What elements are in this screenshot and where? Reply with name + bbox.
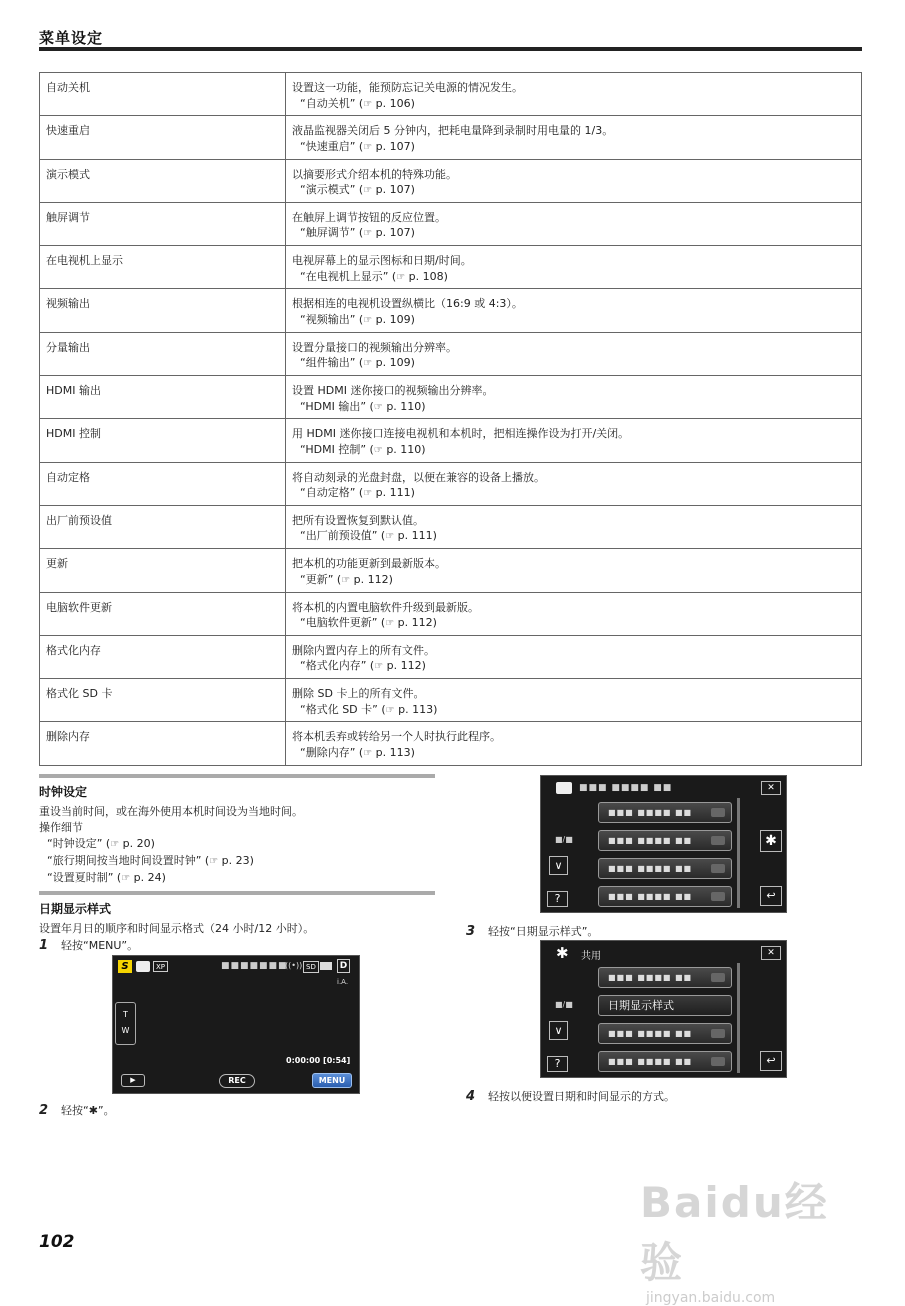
setting-description: 用 HDMI 迷你接口连接电视机和本机时，把相连操作设为打开/关闭。 — [292, 427, 630, 441]
battery-icon — [320, 962, 332, 970]
menu-item[interactable]: ■■■ ■■■■ ■■ — [598, 858, 732, 879]
setting-name: 自动定格 — [40, 462, 286, 505]
help-icon[interactable]: ? — [547, 1056, 568, 1072]
zoom-tw-button[interactable] — [115, 1002, 136, 1045]
menu-table-row — [40, 505, 862, 548]
setting-description: 电视屏幕上的显示图标和日期/时间。 — [292, 254, 472, 268]
setting-description: 删除 SD 卡上的所有文件。 — [292, 687, 425, 701]
setting-description-cell — [286, 419, 862, 462]
setting-description-cell — [286, 159, 862, 202]
close-icon[interactable]: ✕ — [761, 781, 781, 795]
setting-description: 设置分量接口的视频输出分辨率。 — [292, 340, 457, 354]
setting-name: 更新 — [40, 549, 286, 592]
gear-icon: ✱ — [88, 1104, 98, 1117]
menu-table-row — [40, 376, 862, 419]
video-camera-icon — [556, 782, 572, 794]
page-reference-link[interactable]: “组件输出” (☞ p. 109) — [300, 356, 415, 370]
setting-description-cell — [286, 246, 862, 289]
setting-description: 根据相连的电视机设置纵横比（16:9 或 4:3）。 — [292, 297, 523, 311]
setting-description-cell — [286, 332, 862, 375]
page-reference-link[interactable]: “HDMI 控制” (☞ p. 110) — [300, 442, 426, 456]
hand-pointer-icon: ☞ — [385, 704, 395, 716]
hand-pointer-icon: ☞ — [373, 444, 383, 456]
setting-name: 在电视机上显示 — [40, 246, 286, 289]
menu-table-row — [40, 202, 862, 245]
menu-item[interactable]: ■■■ ■■■■ ■■ — [598, 1023, 732, 1044]
setting-name: 格式化内存 — [40, 635, 286, 678]
setting-description: 把所有设置恢复到默认值。 — [292, 513, 424, 527]
setting-name: 快速重启 — [40, 116, 286, 159]
setting-name: HDMI 控制 — [40, 419, 286, 462]
setting-description: 在触屏上调节按钮的反应位置。 — [292, 210, 446, 224]
page-reference-link[interactable]: “HDMI 输出” (☞ p. 110) — [300, 399, 426, 413]
step-2: 2 轻按“ ✱ ”。 — [39, 1103, 115, 1118]
setting-description-cell — [286, 635, 862, 678]
hand-pointer-icon: ☞ — [374, 661, 384, 673]
common-title: 共用 — [581, 951, 601, 962]
setting-description: 以摘要形式介绍本机的特殊功能。 — [292, 167, 457, 181]
menu-scrollbar[interactable] — [737, 963, 740, 1073]
page-indicator: ■/■ — [555, 835, 573, 844]
menu-item[interactable]: ■■■ ■■■■ ■■ — [598, 967, 732, 988]
back-icon[interactable]: ↩ — [760, 1051, 782, 1071]
setting-name: 自动关机 — [40, 73, 286, 116]
watermark-url: jingyan.baidu.com — [646, 1290, 776, 1306]
menu-screen — [540, 775, 787, 913]
setting-description-cell — [286, 592, 862, 635]
date-display-style-item[interactable]: 日期显示样式 — [598, 995, 732, 1016]
page-reference-link[interactable]: “触屏调节” (☞ p. 107) — [300, 226, 415, 240]
gear-icon[interactable]: ✱ — [760, 830, 782, 852]
page-reference-link[interactable]: “格式化内存” (☞ p. 112) — [300, 659, 426, 673]
setting-description-cell — [286, 116, 862, 159]
menu-table-row — [40, 635, 862, 678]
common-settings-screen — [540, 940, 787, 1078]
menu-settings-table — [39, 72, 862, 766]
setting-name: 触屏调节 — [40, 202, 286, 245]
page-reference-link[interactable]: “出厂前预设值” (☞ p. 111) — [300, 529, 437, 543]
hand-pointer-icon: ☞ — [363, 141, 373, 153]
clock-section-title: 时钟设定 — [39, 785, 88, 799]
page-reference-link[interactable]: “演示模式” (☞ p. 107) — [300, 183, 415, 197]
close-icon[interactable]: ✕ — [761, 946, 781, 960]
status-placeholder: ■■■■■■■ — [221, 961, 288, 971]
setting-description: 将本机丢弃或转给另一个人时执行此程序。 — [292, 730, 501, 744]
page-header — [39, 27, 862, 52]
help-icon[interactable]: ? — [547, 891, 568, 907]
baidu-watermark — [640, 1140, 870, 1306]
back-icon[interactable]: ↩ — [760, 886, 782, 906]
clock-description: 重设当前时间，或在海外使用本机时间设为当地时间。 — [39, 805, 303, 818]
hand-pointer-icon: ☞ — [341, 574, 351, 586]
setting-description-cell — [286, 462, 862, 505]
hand-pointer-icon: ☞ — [385, 618, 395, 630]
setting-name: 演示模式 — [40, 159, 286, 202]
menu-button[interactable]: MENU — [312, 1073, 352, 1088]
page-title: 菜单设定 — [39, 29, 104, 47]
intelligent-auto-label: i.A. — [337, 978, 349, 986]
setting-description-cell — [286, 73, 862, 116]
menu-table-row — [40, 549, 862, 592]
setting-name: 视频输出 — [40, 289, 286, 332]
setting-description: 删除内置内存上的所有文件。 — [292, 643, 435, 657]
setting-description-cell — [286, 679, 862, 722]
hand-pointer-icon: ☞ — [373, 401, 383, 413]
date-style-section — [39, 891, 435, 937]
date-style-description: 设置年月日的顺序和时间显示格式（24 小时/12 小时）。 — [39, 922, 315, 935]
setting-name: HDMI 输出 — [40, 376, 286, 419]
quality-badge: XP — [153, 961, 168, 972]
page-reference-link[interactable]: “电脑软件更新” (☞ p. 112) — [300, 616, 437, 630]
page-reference-link[interactable]: “视频输出” (☞ p. 109) — [300, 312, 415, 326]
rec-button[interactable]: REC — [219, 1074, 255, 1088]
setting-name: 出厂前预设值 — [40, 505, 286, 548]
scroll-down-icon[interactable]: ∨ — [549, 856, 568, 875]
watermark-logo: Baidu经验 — [640, 1178, 829, 1287]
hand-pointer-icon: ☞ — [363, 747, 373, 759]
scroll-down-icon[interactable]: ∨ — [549, 1021, 568, 1040]
menu-table-row — [40, 722, 862, 765]
menu-item[interactable]: ■■■ ■■■■ ■■ — [598, 1051, 732, 1072]
stabilizer-icon: ((•)) — [285, 961, 303, 970]
zoom-w-label: W — [121, 1026, 130, 1035]
mode-s-icon: S — [118, 960, 132, 973]
page-number: 102 — [39, 1232, 75, 1252]
setting-description-cell — [286, 722, 862, 765]
setting-name: 电脑软件更新 — [40, 592, 286, 635]
setting-description: 将本机的内置电脑软件升级到最新版。 — [292, 600, 479, 614]
step-3: 3 轻按“日期显示样式”。 — [466, 924, 599, 939]
video-camera-icon — [136, 961, 150, 972]
clock-section — [39, 774, 435, 887]
menu-table-row — [40, 246, 862, 289]
menu-table-row — [40, 159, 862, 202]
menu-table-row — [40, 73, 862, 116]
setting-description: 将自动刻录的光盘封盘，以便在兼容的设备上播放。 — [292, 470, 545, 484]
menu-item[interactable]: ■■■ ■■■■ ■■ — [598, 830, 732, 851]
page-reference-link[interactable]: “在电视机上显示” (☞ p. 108) — [300, 269, 448, 283]
page-reference-link[interactable]: “自动关机” (☞ p. 106) — [300, 96, 415, 110]
gear-icon: ✱ — [556, 944, 569, 962]
setting-description-cell — [286, 202, 862, 245]
setting-description-cell — [286, 549, 862, 592]
menu-item[interactable]: ■■■ ■■■■ ■■ — [598, 886, 732, 907]
setting-description: 设置这一功能，能预防忘记关电源的情况发生。 — [292, 81, 523, 94]
section-divider — [39, 774, 435, 778]
camera-live-screen — [112, 955, 360, 1094]
hand-pointer-icon: ☞ — [363, 488, 373, 500]
page-reference-link[interactable]: “更新” (☞ p. 112) — [300, 572, 393, 586]
hand-pointer-icon: ☞ — [363, 185, 373, 197]
page-indicator: ■/■ — [555, 1000, 573, 1009]
step-1: 1 轻按“MENU”。 — [39, 938, 139, 953]
menu-table-row — [40, 419, 862, 462]
menu-table-row — [40, 116, 862, 159]
hand-pointer-icon: ☞ — [363, 314, 373, 326]
hand-pointer-icon: ☞ — [363, 228, 373, 240]
setting-name: 删除内存 — [40, 722, 286, 765]
header-rule — [39, 47, 862, 51]
operation-details-label: 操作细节 — [39, 821, 83, 834]
menu-item[interactable]: ■■■ ■■■■ ■■ — [598, 802, 732, 823]
menu-scrollbar[interactable] — [737, 798, 740, 908]
menu-title-placeholder: ■■■ ■■■■ ■■ — [579, 783, 673, 793]
hand-pointer-icon: ☞ — [363, 98, 373, 110]
setting-name: 格式化 SD 卡 — [40, 679, 286, 722]
date-style-title: 日期显示样式 — [39, 902, 112, 916]
setting-description-cell — [286, 376, 862, 419]
hand-pointer-icon: ☞ — [363, 358, 373, 370]
setting-description-cell — [286, 505, 862, 548]
setting-description: 把本机的功能更新到最新版本。 — [292, 557, 446, 571]
clock-ref-1[interactable]: “时钟设定” (☞ p. 20) — [47, 837, 155, 850]
zoom-t-label: T — [123, 1010, 128, 1019]
menu-table-row — [40, 462, 862, 505]
section-divider — [39, 891, 435, 895]
d-icon: D — [337, 959, 350, 973]
menu-table-row — [40, 592, 862, 635]
sd-card-icon: SD — [303, 961, 319, 973]
clock-ref-2[interactable]: “旅行期间按当地时间设置时钟” (☞ p. 23) — [47, 854, 254, 867]
menu-table-row — [40, 289, 862, 332]
menu-table-row — [40, 679, 862, 722]
page-reference-link[interactable]: “快速重启” (☞ p. 107) — [300, 139, 415, 153]
hand-pointer-icon: ☞ — [396, 271, 406, 283]
page-reference-link[interactable]: “自动定格” (☞ p. 111) — [300, 486, 415, 500]
play-icon: ▶ — [130, 1076, 136, 1084]
hand-pointer-icon: ☞ — [385, 531, 395, 543]
timecode: 0:00:00 [0:54] — [286, 1056, 351, 1065]
playback-button[interactable] — [121, 1074, 145, 1087]
setting-name: 分量输出 — [40, 332, 286, 375]
setting-description: 液晶监视器关闭后 5 分钟内，把耗电量降到录制时用电量的 1/3。 — [292, 124, 614, 138]
page-reference-link[interactable]: “删除内存” (☞ p. 113) — [300, 745, 415, 759]
page-reference-link[interactable]: “格式化 SD 卡” (☞ p. 113) — [300, 702, 438, 716]
clock-ref-3[interactable]: “设置夏时制” (☞ p. 24) — [47, 871, 166, 884]
step-4: 4 轻按以便设置日期和时间显示的方式。 — [466, 1089, 675, 1104]
menu-table-row — [40, 332, 862, 375]
setting-description-cell — [286, 289, 862, 332]
setting-description: 设置 HDMI 迷你接口的视频输出分辨率。 — [292, 384, 494, 398]
